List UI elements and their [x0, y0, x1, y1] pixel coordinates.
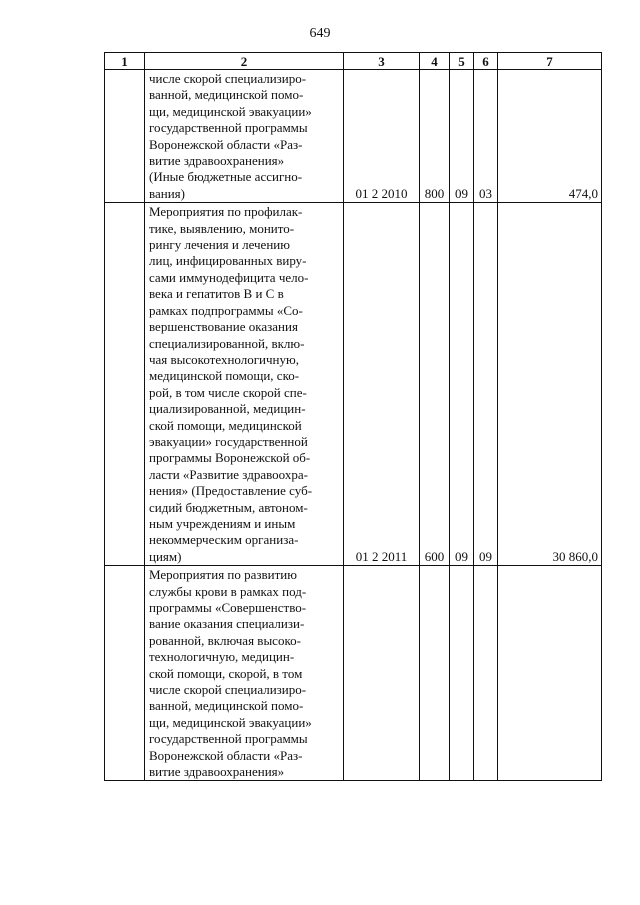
column-header-6: 6: [474, 53, 498, 70]
row-description: числе скорой специализиро- ванной, медицинской помо- щи, медицинской эвакуации» государственной программы Воронежской области «Раз- витие здравоохранения» (Иные бюджетные ассигно- вания): [145, 70, 344, 203]
row-subsection: 09: [474, 203, 498, 566]
column-header-4: 4: [420, 53, 450, 70]
row-target-code: 01 2 2010: [344, 70, 420, 203]
row-amount: 474,0: [498, 70, 602, 203]
budget-table: [104, 52, 602, 781]
row-target-code: 01 2 2011: [344, 203, 420, 566]
page-number: 649: [309, 26, 331, 41]
row-subsection: [474, 566, 498, 781]
row-expense-type: [420, 566, 450, 781]
row-section: 09: [450, 203, 474, 566]
column-header-7: 7: [498, 53, 602, 70]
row-target-code: [344, 566, 420, 781]
table-header-row: [105, 53, 602, 70]
row-description: Мероприятия по развитию службы крови в рамках под- программы «Совершенство- вание оказания специализи- рованной, включая высоко- технологичную, медицин- ской помощи, скорой, в том числе скорой специализиро- ванной, медицинской помо- щи, медицинской эвакуации» государственной программы Воронежской области «Раз- витие здравоохранения»: [145, 566, 344, 781]
table-row: [105, 566, 602, 781]
table-row: [105, 203, 602, 566]
row-expense-type: 800: [420, 70, 450, 203]
column-header-2: 2: [145, 53, 344, 70]
row-description: Мероприятия по профилак- тике, выявлению, монито- рингу лечения и лечению лиц, инфицированных виру- сами иммунодефицита чело- века и гепатитов В и С в рамках подпрограммы «Со- вершенствование оказания специализированной, вклю- чая высокотехнологичную, медицинской помощи, ско- рой, в том числе скорой спе- циализированной, медицин- ской помощи, медицинской эвакуации» государственной программы Воронежской об- ласти «Развитие здравоохра- нения» (Предоставление суб- сидий бюджетным, автоном- ным учреждениям и иным некоммерческим организа- циям): [145, 203, 344, 566]
column-header-1: 1: [105, 53, 145, 70]
row-col1: [105, 566, 145, 781]
row-section: [450, 566, 474, 781]
table-row: [105, 70, 602, 203]
column-header-5: 5: [450, 53, 474, 70]
column-header-3: 3: [344, 53, 420, 70]
row-col1: [105, 203, 145, 566]
row-expense-type: 600: [420, 203, 450, 566]
row-section: 09: [450, 70, 474, 203]
row-col1: [105, 70, 145, 203]
row-amount: 30 860,0: [498, 203, 602, 566]
row-amount: [498, 566, 602, 781]
row-subsection: 03: [474, 70, 498, 203]
